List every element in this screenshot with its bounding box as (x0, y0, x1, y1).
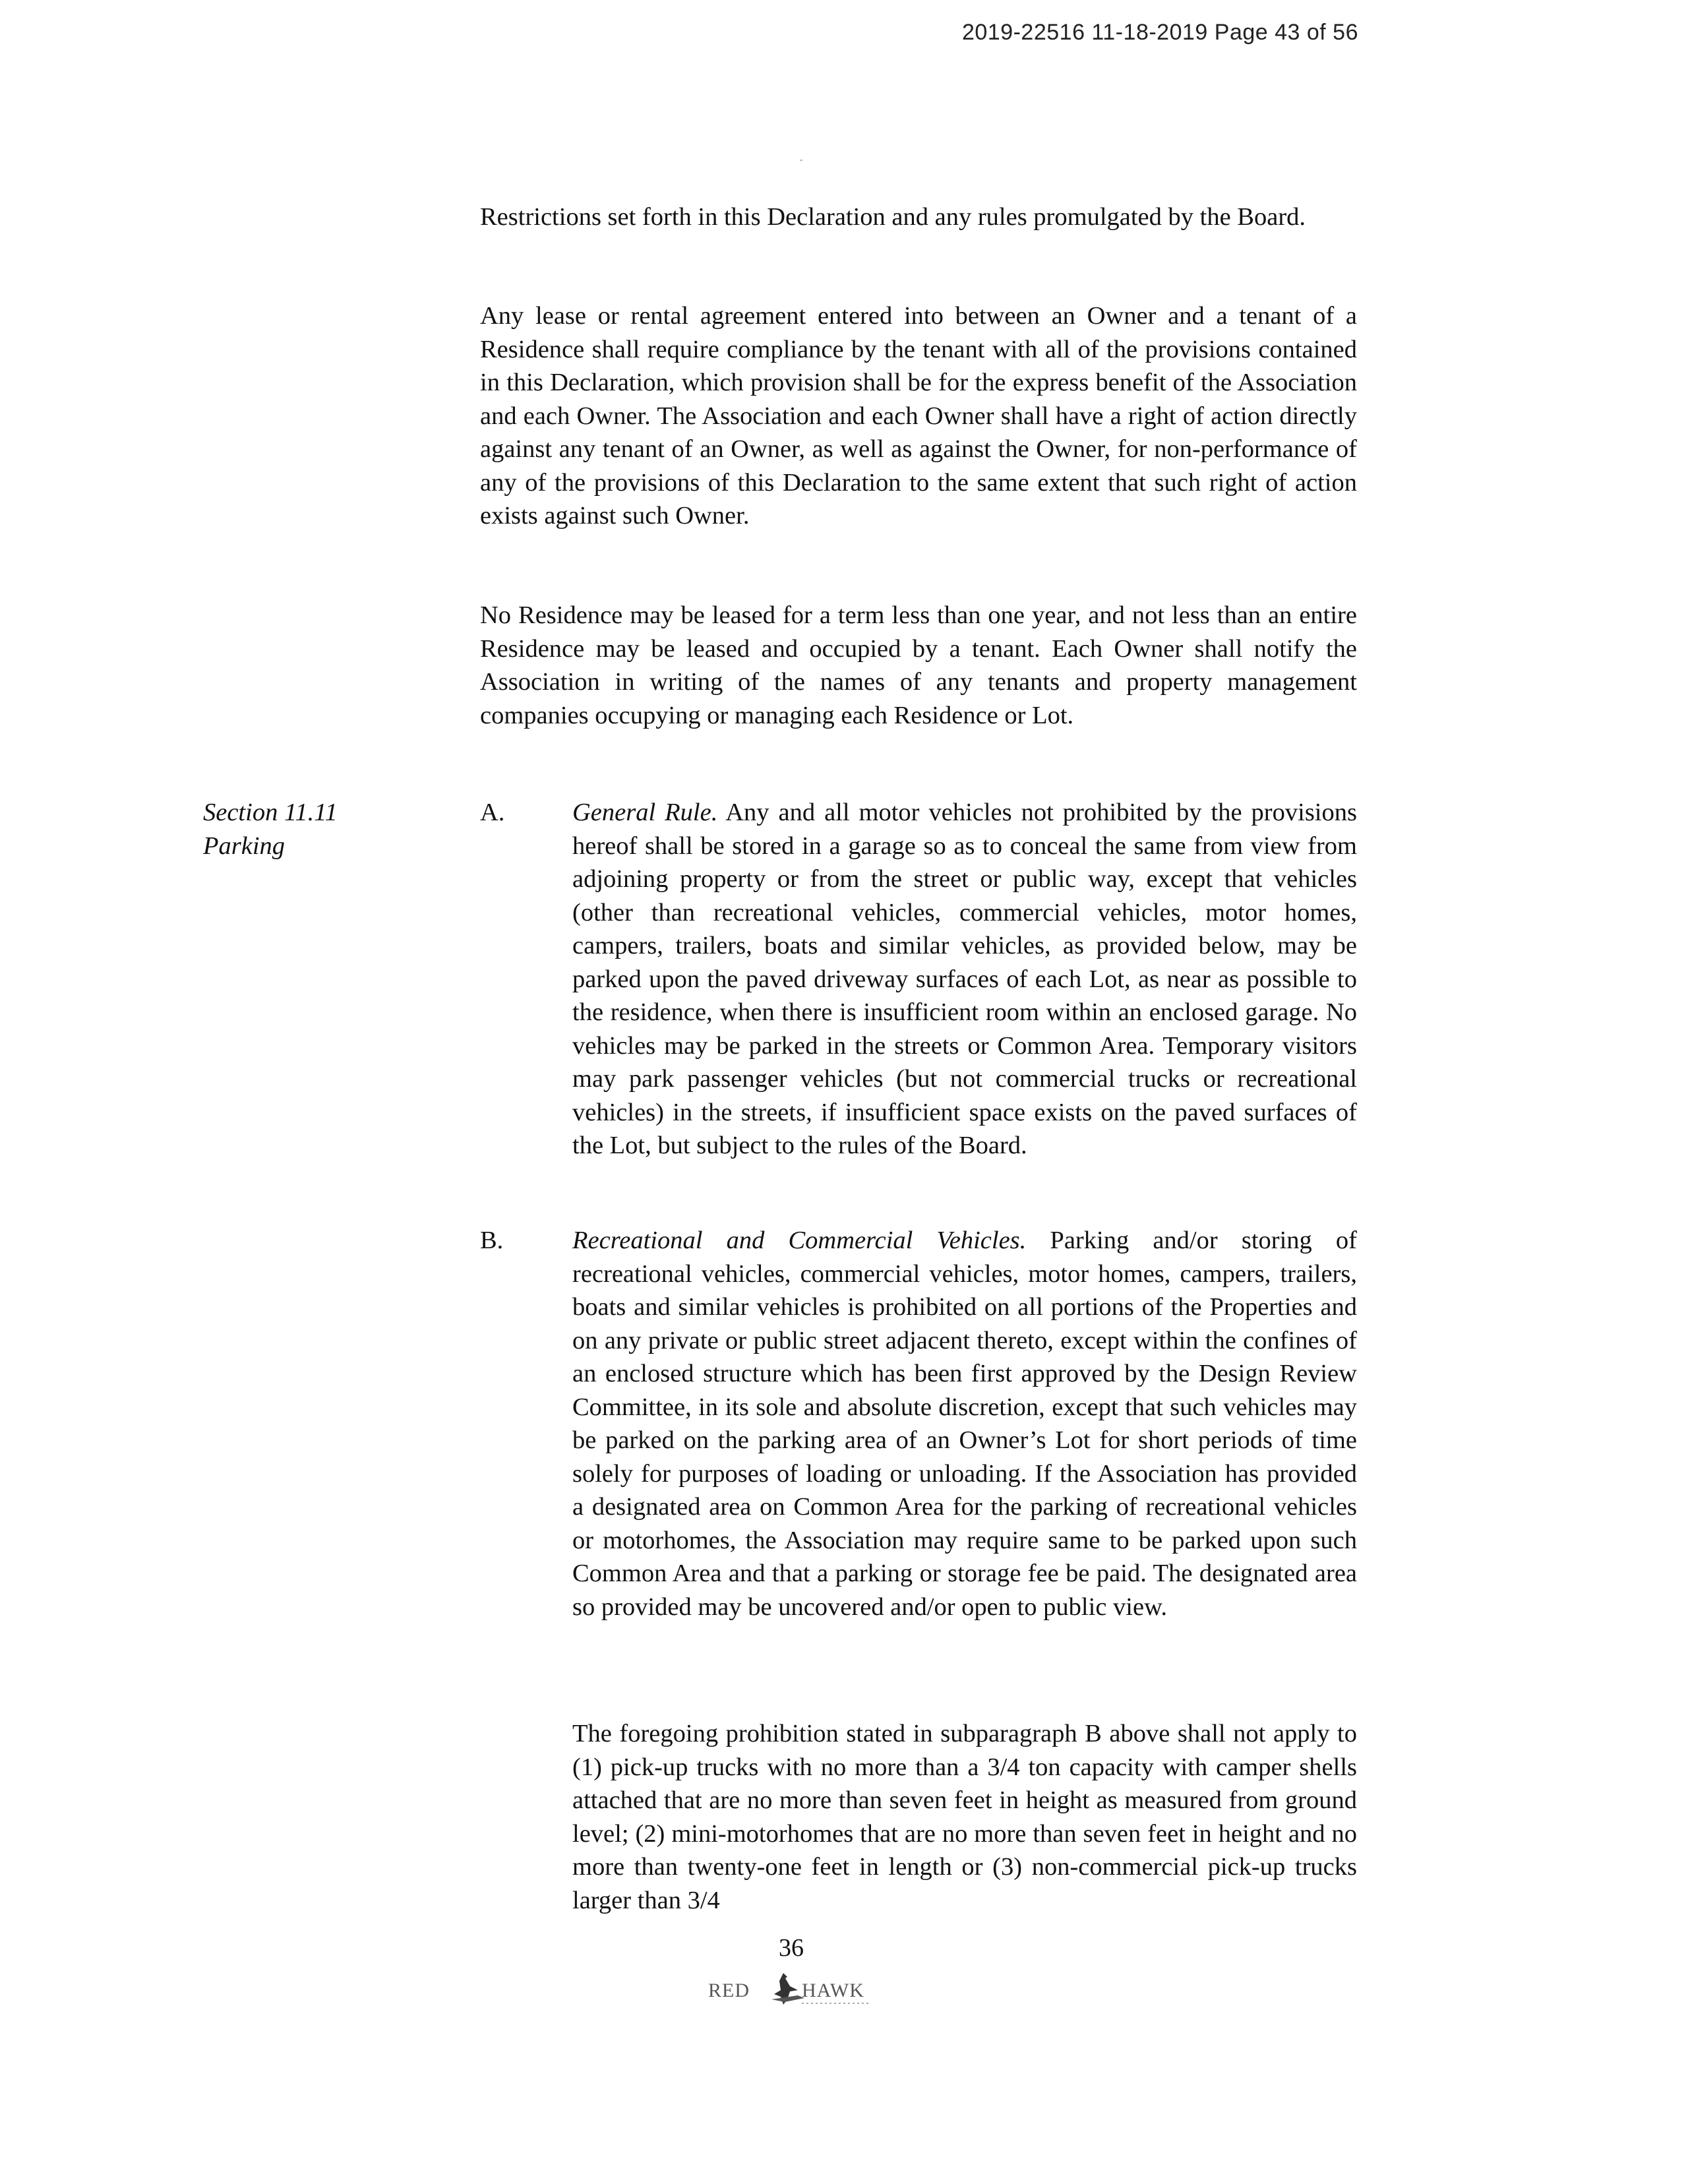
paragraph-lease-term: No Residence may be leased for a term less than one year, and not less than an entire Residence may be leased and occupied by a tenant. Each Owner shall notify the Association in writing of the names of any tenants and property management companies occupying or managing each Residence or Lot. (480, 601, 1357, 729)
paragraph-restrictions: Restrictions set forth in this Declaration and any rules promulgated by the Board. (480, 203, 1306, 231)
svg-text:HAWK: HAWK (802, 1980, 864, 2001)
section-number: Section 11.11 (203, 799, 338, 826)
item-a-body (572, 796, 1357, 1163)
item-a-heading: General Rule. (572, 799, 718, 826)
section-title: Parking (203, 832, 286, 860)
redhawk-logo (706, 1970, 877, 2007)
item-a-letter: A. (480, 799, 505, 826)
paragraph-lease-agreement: Any lease or rental agreement entered into between an Owner and a tenant of a Residence shall require compliance by the tenant with all of the provisions contained in this Declaration, which provision shall be for the express benefit of the Association and each Owner. The Association and each Owner shall have a right of action directly against any tenant of an Owner, as well as against the Owner, for non-performance of any of the provisions of this Declaration to the same extent that such right of action exists against such Owner. (480, 302, 1357, 530)
item-b-text: Parking and/or storing of recreational vehicles, commercial vehicles, motor homes, campers, trailers, boats and similar vehicles is prohibited on all portions of the Properties and on any private or public street adjacent thereto, except within the confines of an enclosed structure which has been first approved by the Design Review Committee, in its sole and absolute discretion, except that such vehicles may be parked on the parking area of an Owner’s Lot for short periods of time solely for purposes of loading or unloading. If the Association has provided a designated area on Common Area for the parking of recreational vehicles or motorhomes, the Association may require same to be parked upon such Common Area and that a parking or storage fee be paid. The designated area so provided may be uncovered and/or open to public view. (572, 1227, 1357, 1621)
recording-stamp: 2019-22516 11-18-2019 Page 43 of 56 (961, 20, 1358, 45)
page-number: 36 (779, 1934, 804, 1962)
item-b-body (572, 1224, 1357, 1623)
scan-artifact (800, 160, 802, 161)
item-a-text: Any and all motor vehicles not prohibited by the provisions hereof shall be stored in a garage so as to conceal the same from view from adjoining property or from the street or public way, except that vehicles (other than recreational vehicles, commercial vehicles, motor homes, campers, trailers, boats and similar vehicles, as provided below, may be parked upon the paved driveway surfaces of each Lot, as near as possible to the residence, when there is insufficient room within an enclosed garage. No vehicles may be parked in the streets or Common Area. Temporary visitors may park passenger vehicles (but not commercial trucks or recreational vehicles) in the streets, if insufficient space exists on the paved surfaces of the Lot, but subject to the rules of the Board. (572, 799, 1357, 1159)
section-heading (203, 796, 338, 863)
svg-text:RED: RED (708, 1980, 750, 2001)
item-b-letter: B. (480, 1227, 504, 1254)
item-b-heading: Recreational and Commercial Vehicles. (572, 1227, 1027, 1254)
hawk-icon (771, 1973, 804, 2005)
item-b-continuation: The foregoing prohibition stated in subparagraph B above shall not apply to (1) pick-up trucks with no more than a 3/4 ton capacity with camper shells attached that are no more than seven feet in height as measured from ground level; (2) mini-motorhomes that are no more than seven feet in height and no more than twenty-one feet in length or (3) non-commercial pick-up trucks larger than 3/4 (572, 1720, 1357, 1914)
